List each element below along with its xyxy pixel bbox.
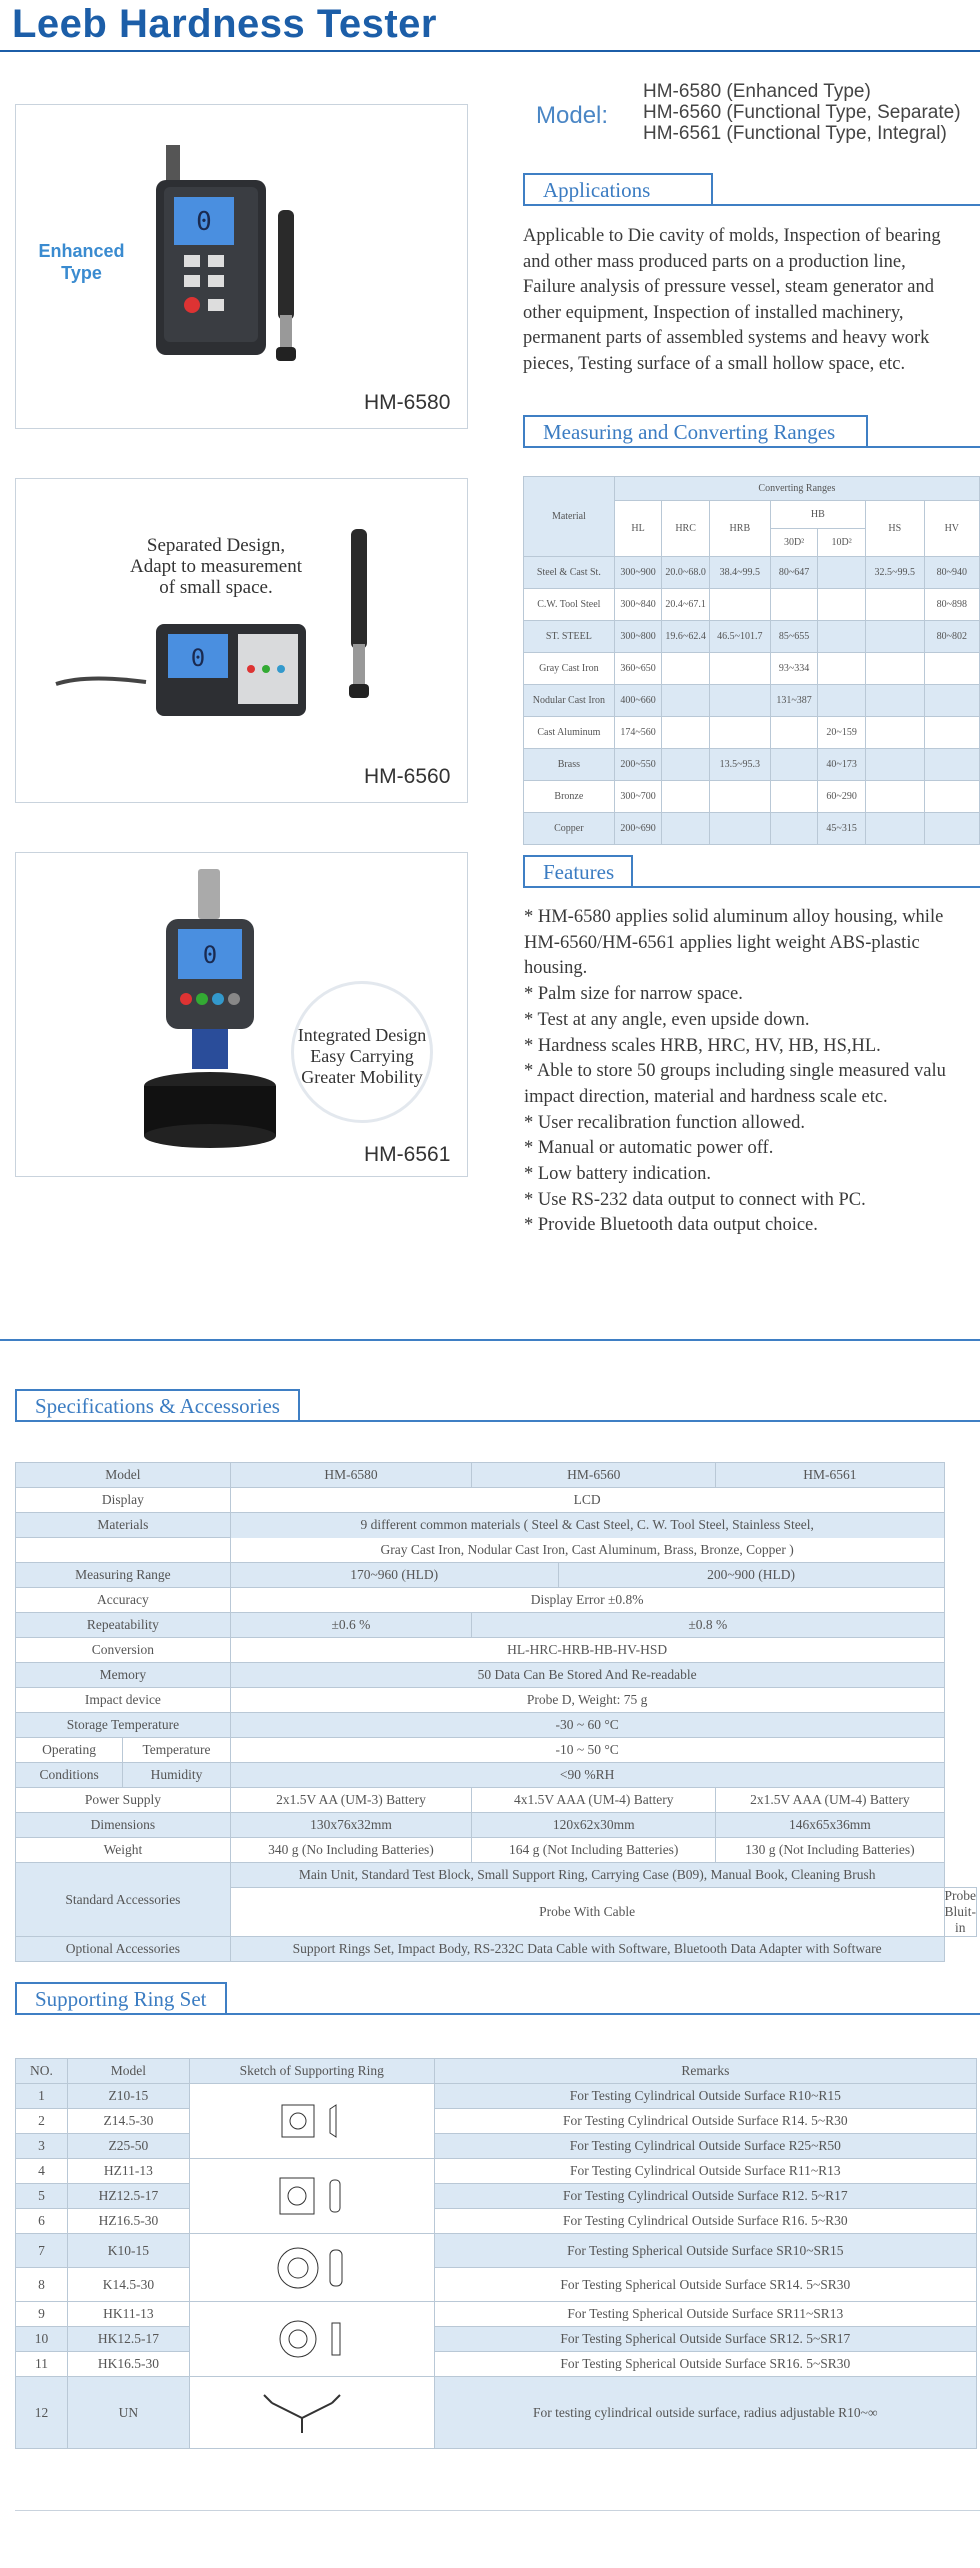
spec-value: -30 ~ 60 °C (230, 1713, 944, 1738)
ring-row (16, 2134, 977, 2159)
ring-no: 9 (16, 2302, 68, 2327)
feature-item: * Manual or automatic power off. (524, 1138, 774, 1159)
applications-text (523, 224, 980, 377)
hm6561-device-image (136, 861, 286, 1151)
converting-header: Converting Ranges (614, 477, 979, 501)
spec-value: Support Rings Set, Impact Body, RS-232C Data Cable with Software, Bluetooth Data Adapter with Software (230, 1937, 944, 1962)
supporting-ring-table (15, 2058, 977, 2449)
range-row (524, 685, 980, 717)
round-ring-sketch-icon (252, 2238, 372, 2298)
applications-line: permanent parts of assembled systems and heavy work (523, 328, 930, 348)
feature-item: * Test at any angle, even upside down. (524, 1009, 810, 1030)
ring-remark: For Testing Spherical Outside Surface SR14. 5~SR30 (434, 2268, 976, 2302)
feature-item: * User recalibration function allowed. (524, 1112, 805, 1133)
ring-no: 4 (16, 2159, 68, 2184)
range-cell: 20.4~67.1 (662, 589, 710, 621)
range-cell: 40~173 (818, 749, 866, 781)
range-row (524, 749, 980, 781)
range-cell (818, 589, 866, 621)
ring-remark: For Testing Spherical Outside Surface SR12. 5~SR17 (434, 2327, 976, 2352)
spec-value: 340 g (No Including Batteries) (230, 1838, 471, 1863)
ranges-heading: Measuring and Converting Ranges (523, 415, 868, 447)
range-cell (709, 589, 770, 621)
range-cell: 400~660 (614, 685, 662, 717)
col-header: HL (614, 501, 662, 557)
ranges-underline (523, 446, 980, 448)
feature-item: impact direction, material and hardness scale etc. (524, 1086, 888, 1107)
ring-remark: For Testing Cylindrical Outside Surface R12. 5~R17 (434, 2184, 976, 2209)
desc-line: Adapt to measurement (129, 556, 302, 577)
round-small-ring-sketch-icon (252, 2309, 372, 2369)
ring-no: 5 (16, 2184, 68, 2209)
spec-value: 9 different common materials ( Steel & Cast Steel, C. W. Tool Steel, Stainless Steel, (230, 1513, 944, 1538)
ring-remark: For Testing Spherical Outside Surface SR11~SR13 (434, 2302, 976, 2327)
feature-item: * Low battery indication. (524, 1164, 712, 1185)
range-row (524, 717, 980, 749)
title-divider (0, 50, 980, 52)
spec-value: Main Unit, Standard Test Block, Small Support Ring, Carrying Case (B09), Manual Book, Cleaning Brush (230, 1863, 944, 1888)
range-cell (924, 653, 979, 685)
ring-no: 6 (16, 2209, 68, 2234)
spec-value: Probe Bluit-in (944, 1888, 977, 1935)
range-cell (770, 717, 818, 749)
ring-model: HZ12.5-17 (67, 2184, 189, 2209)
range-cell (924, 781, 979, 813)
spec-value: 4x1.5V AAA (UM-4) Battery (472, 1788, 716, 1813)
range-cell: 200~690 (614, 813, 662, 845)
range-cell (924, 749, 979, 781)
range-cell (818, 557, 866, 589)
spec-value: 164 g (Not Including Batteries) (472, 1838, 716, 1863)
col-header: HB (770, 501, 865, 529)
ring-row (16, 2184, 977, 2209)
spec-value: 50 Data Can Be Stored And Re-readable (230, 1663, 944, 1688)
ring-header: Remarks (434, 2059, 976, 2084)
feature-item: * Able to store 50 groups including single measured valu (524, 1061, 946, 1082)
applications-heading: Applications (523, 173, 713, 205)
range-cell (818, 653, 866, 685)
hm6580-screen-digit: 0 (196, 207, 212, 237)
material-cell: Nodular Cast Iron (524, 685, 615, 717)
spec-sublabel: Temperature (123, 1738, 231, 1763)
applications-underline (523, 204, 980, 206)
ring-sketch-cell (189, 2084, 434, 2159)
range-cell: 60~290 (818, 781, 866, 813)
ring-row (16, 2084, 977, 2109)
range-cell (865, 781, 924, 813)
applications-line: and other mass produced parts on a production line, (523, 251, 906, 272)
bottom-divider (15, 2510, 980, 2511)
range-cell (865, 685, 924, 717)
ring-model: K14.5-30 (67, 2268, 189, 2302)
applications-line: Failure analysis of pressure vessel, steam generator and (523, 277, 934, 297)
spec-label: Conversion (16, 1638, 231, 1663)
range-cell (865, 589, 924, 621)
spec-model: HM-6580 (230, 1463, 471, 1488)
spec-value: LCD (230, 1488, 944, 1513)
range-row (524, 557, 980, 589)
feature-item: * HM-6580 applies solid aluminum alloy housing, while (524, 907, 944, 927)
range-cell: 80~802 (924, 621, 979, 653)
range-cell: 32.5~99.5 (865, 557, 924, 589)
spec-value: 130x76x32mm (230, 1813, 471, 1838)
applications-line: pieces, Testing surface of a small hollow space, etc. (523, 353, 906, 374)
material-cell: ST. STEEL (524, 621, 615, 653)
hm6560-device-image (46, 524, 406, 739)
spec-label: Repeatability (16, 1613, 231, 1638)
range-cell: 45~315 (818, 813, 866, 845)
ring-remark: For Testing Cylindrical Outside Surface R14. 5~R30 (434, 2109, 976, 2134)
range-cell (865, 653, 924, 685)
material-cell: Brass (524, 749, 615, 781)
range-cell (770, 749, 818, 781)
ring-model: HK12.5-17 (67, 2327, 189, 2352)
material-cell: Bronze (524, 781, 615, 813)
range-cell: 174~560 (614, 717, 662, 749)
product-panel-hm6561 (15, 852, 468, 1177)
ring-row (16, 2327, 977, 2352)
ring-remark: For Testing Spherical Outside Surface SR10~SR15 (434, 2234, 976, 2268)
material-cell: Gray Cast Iron (524, 653, 615, 685)
spec-value: Probe D, Weight: 75 g (230, 1688, 944, 1713)
range-cell (709, 813, 770, 845)
material-header: Material (524, 477, 615, 557)
hb-subheader: 10D² (818, 529, 866, 557)
ring-remark: For Testing Cylindrical Outside Surface R10~R15 (434, 2084, 976, 2109)
range-cell (924, 717, 979, 749)
range-cell (662, 813, 710, 845)
range-cell: 300~900 (614, 557, 662, 589)
range-cell (770, 589, 818, 621)
hm6560-screen-digit: 0 (190, 644, 206, 672)
spec-value: ±0.6 % (230, 1613, 471, 1638)
col-header: HV (924, 501, 979, 557)
feature-item: * Palm size for narrow space. (524, 984, 743, 1005)
ring-header: Sketch of Supporting Ring (189, 2059, 434, 2084)
spec-value: Probe With Cable (230, 1888, 944, 1937)
spec-label: Memory (16, 1663, 231, 1688)
spec-value: 2x1.5V AA (UM-3) Battery (230, 1788, 471, 1813)
spec-value: 130 g (Not Including Batteries) (716, 1838, 944, 1863)
ring-row (16, 2352, 977, 2377)
range-cell: 80~898 (924, 589, 979, 621)
spec-value: 2x1.5V AAA (UM-4) Battery (716, 1788, 944, 1813)
range-cell (770, 781, 818, 813)
range-cell: 20~159 (818, 717, 866, 749)
ring-remark: For Testing Spherical Outside Surface SR16. 5~SR30 (434, 2352, 976, 2377)
spec-label: Dimensions (16, 1813, 231, 1838)
spec-label: Conditions (16, 1763, 123, 1788)
range-row (524, 781, 980, 813)
range-cell (662, 749, 710, 781)
range-cell (662, 781, 710, 813)
desc-line: Greater Mobility (301, 1067, 423, 1087)
model-line: HM-6580 (Enhanced Type) (643, 81, 871, 102)
ring-model: Z25-50 (67, 2134, 189, 2159)
hm6580-device-image (146, 135, 306, 365)
range-cell: 300~700 (614, 781, 662, 813)
hm6561-screen-digit: 0 (202, 941, 218, 969)
col-header: HRB (709, 501, 770, 557)
feature-item: * Use RS-232 data output to connect with PC. (524, 1189, 866, 1210)
range-cell (709, 653, 770, 685)
converting-ranges-body (524, 557, 980, 845)
square-ring-sketch-icon (252, 2091, 372, 2151)
range-cell: 300~800 (614, 621, 662, 653)
range-row (524, 813, 980, 845)
range-cell (770, 813, 818, 845)
ring-model: Z10-15 (67, 2084, 189, 2109)
ring-no: 2 (16, 2109, 68, 2134)
range-cell: 46.5~101.7 (709, 621, 770, 653)
ring-row (16, 2268, 977, 2302)
range-cell: 19.6~62.4 (662, 621, 710, 653)
range-cell (865, 717, 924, 749)
rings-heading: Supporting Ring Set (15, 1982, 227, 2014)
model-line: HM-6561 (Functional Type, Integral) (643, 123, 947, 144)
spec-value: Gray Cast Iron, Nodular Cast Iron, Cast Aluminum, Brass, Bronze, Copper ) (230, 1538, 944, 1563)
desc-line: Easy Carrying (310, 1046, 414, 1066)
ring-no: 1 (16, 2084, 68, 2109)
range-cell (709, 685, 770, 717)
ring-row (16, 2109, 977, 2134)
range-cell (662, 717, 710, 749)
hb-subheader: 30D² (770, 529, 818, 557)
ring-row (16, 2302, 977, 2327)
range-cell: 13.5~95.3 (709, 749, 770, 781)
ring-sketch-cell (189, 2234, 434, 2302)
spec-label: Standard Accessories (16, 1863, 231, 1937)
feature-item: HM-6560/HM-6561 applies light weight ABS-plastic (524, 932, 920, 953)
spec-value: Display Error ±0.8% (230, 1588, 944, 1613)
feature-item: housing. (524, 958, 588, 979)
spec-model: HM-6560 (472, 1463, 716, 1488)
range-cell: 93~334 (770, 653, 818, 685)
ring-row (16, 2377, 977, 2449)
page-title: Leeb Hardness Tester (12, 2, 437, 46)
spec-sublabel: Humidity (123, 1763, 231, 1788)
ring-no: 12 (16, 2377, 68, 2449)
square-side-ring-sketch-icon (252, 2166, 372, 2226)
ring-no: 10 (16, 2327, 68, 2352)
ring-body (16, 2084, 977, 2449)
spec-value: ±0.8 % (472, 1613, 944, 1638)
material-cell: C.W. Tool Steel (524, 589, 615, 621)
range-cell (924, 813, 979, 845)
model-line: HM-6560 (Functional Type, Separate) (643, 102, 961, 123)
specs-heading: Specifications & Accessories (15, 1389, 300, 1421)
ring-model: K10-15 (67, 2234, 189, 2268)
spec-value: 146x65x36mm (716, 1813, 944, 1838)
col-header: HRC (662, 501, 710, 557)
product-panel-hm6560 (15, 478, 468, 803)
specifications-table (15, 1462, 977, 1962)
converting-ranges-table (523, 476, 980, 845)
range-cell: 360~650 (614, 653, 662, 685)
ring-row (16, 2159, 977, 2184)
ring-no: 3 (16, 2134, 68, 2159)
range-cell (818, 621, 866, 653)
feature-item: * Provide Bluetooth data output choice. (524, 1215, 818, 1236)
hm6561-description (281, 1025, 443, 1088)
material-cell: Steel & Cast St. (524, 557, 615, 589)
ring-model: HZ11-13 (67, 2159, 189, 2184)
spec-label: Accuracy (16, 1588, 231, 1613)
range-cell: 300~840 (614, 589, 662, 621)
rings-underline (15, 2013, 980, 2015)
hm6580-caption: HM-6580 (364, 391, 451, 414)
ring-remark: For Testing Cylindrical Outside Surface R11~R13 (434, 2159, 976, 2184)
range-row (524, 589, 980, 621)
desc-line: Separated Design, (146, 535, 286, 556)
features-list (518, 905, 980, 1239)
ring-no: 11 (16, 2352, 68, 2377)
ring-model: UN (67, 2377, 189, 2449)
features-underline (523, 886, 980, 888)
ring-model: HK11-13 (67, 2302, 189, 2327)
range-cell (865, 749, 924, 781)
range-cell: 80~940 (924, 557, 979, 589)
ring-row (16, 2209, 977, 2234)
ring-no: 7 (16, 2234, 68, 2268)
ring-no: 8 (16, 2268, 68, 2302)
ring-model: Z14.5-30 (67, 2109, 189, 2134)
range-cell (662, 653, 710, 685)
spec-value: 120x62x30mm (472, 1813, 716, 1838)
specs-underline (15, 1420, 980, 1422)
range-cell (662, 685, 710, 717)
range-row (524, 621, 980, 653)
ring-sketch-cell (189, 2377, 434, 2449)
ring-header: Model (67, 2059, 189, 2084)
spec-label: Storage Temperature (16, 1713, 231, 1738)
section-divider (0, 1339, 980, 1341)
features-heading: Features (523, 855, 633, 887)
spec-label-empty (16, 1538, 231, 1563)
desc-line: Integrated Design (297, 1025, 427, 1045)
material-cell: Cast Aluminum (524, 717, 615, 749)
range-cell: 80~647 (770, 557, 818, 589)
spec-value: <90 %RH (230, 1763, 944, 1788)
model-label: Model: (536, 102, 609, 129)
spec-label: Display (16, 1488, 231, 1513)
hm6561-caption: HM-6561 (364, 1143, 451, 1166)
range-cell (818, 685, 866, 717)
ring-model: HK16.5-30 (67, 2352, 189, 2377)
ring-sketch-cell (189, 2159, 434, 2234)
spec-value: 200~900 (HLD) (558, 1563, 944, 1588)
spec-label: Model (16, 1463, 231, 1488)
feature-item: * Hardness scales HRB, HRC, HV, HB, HS,HL. (524, 1035, 881, 1056)
spec-value: -10 ~ 50 °C (230, 1738, 944, 1763)
spec-value: HL-HRC-HRB-HB-HV-HSD (230, 1638, 944, 1663)
ring-sketch-cell (189, 2302, 434, 2377)
clamp-ring-sketch-icon (252, 2383, 372, 2443)
enhanced-type-label: Enhanced Type (38, 241, 125, 283)
model-list (643, 81, 961, 144)
range-cell: 131~387 (770, 685, 818, 717)
hm6560-caption: HM-6560 (364, 765, 451, 788)
spec-label: Power Supply (16, 1788, 231, 1813)
range-cell: 85~655 (770, 621, 818, 653)
spec-model: HM-6561 (716, 1463, 944, 1488)
range-cell (865, 813, 924, 845)
ring-remark: For Testing Cylindrical Outside Surface R25~R50 (434, 2134, 976, 2159)
spec-label: Operating (16, 1738, 123, 1763)
spec-value: 170~960 (HLD) (230, 1563, 558, 1588)
range-cell (709, 781, 770, 813)
range-cell (709, 717, 770, 749)
range-cell (924, 685, 979, 717)
ring-remark: For testing cylindrical outside surface, radius adjustable R10~∞ (434, 2377, 976, 2449)
spec-label: Weight (16, 1838, 231, 1863)
applications-line: Applicable to Die cavity of molds, Inspection of bearing (523, 226, 941, 246)
range-cell: 200~550 (614, 749, 662, 781)
ring-model: HZ16.5-30 (67, 2209, 189, 2234)
spec-label: Impact device (16, 1688, 231, 1713)
range-row (524, 653, 980, 685)
applications-line: other equipment, Inspection of installed machinery, (523, 302, 904, 323)
product-panel-hm6580 (15, 104, 468, 429)
col-header: HS (865, 501, 924, 557)
desc-line: of small space. (159, 577, 273, 598)
material-cell: Copper (524, 813, 615, 845)
spec-label: Measuring Range (16, 1563, 231, 1588)
range-cell: 38.4~99.5 (709, 557, 770, 589)
range-cell: 20.0~68.0 (662, 557, 710, 589)
spec-label: Materials (16, 1513, 231, 1538)
spec-label: Optional Accessories (16, 1937, 231, 1962)
ring-remark: For Testing Cylindrical Outside Surface R16. 5~R30 (434, 2209, 976, 2234)
ring-row (16, 2234, 977, 2268)
ring-header: NO. (16, 2059, 68, 2084)
range-cell (865, 621, 924, 653)
